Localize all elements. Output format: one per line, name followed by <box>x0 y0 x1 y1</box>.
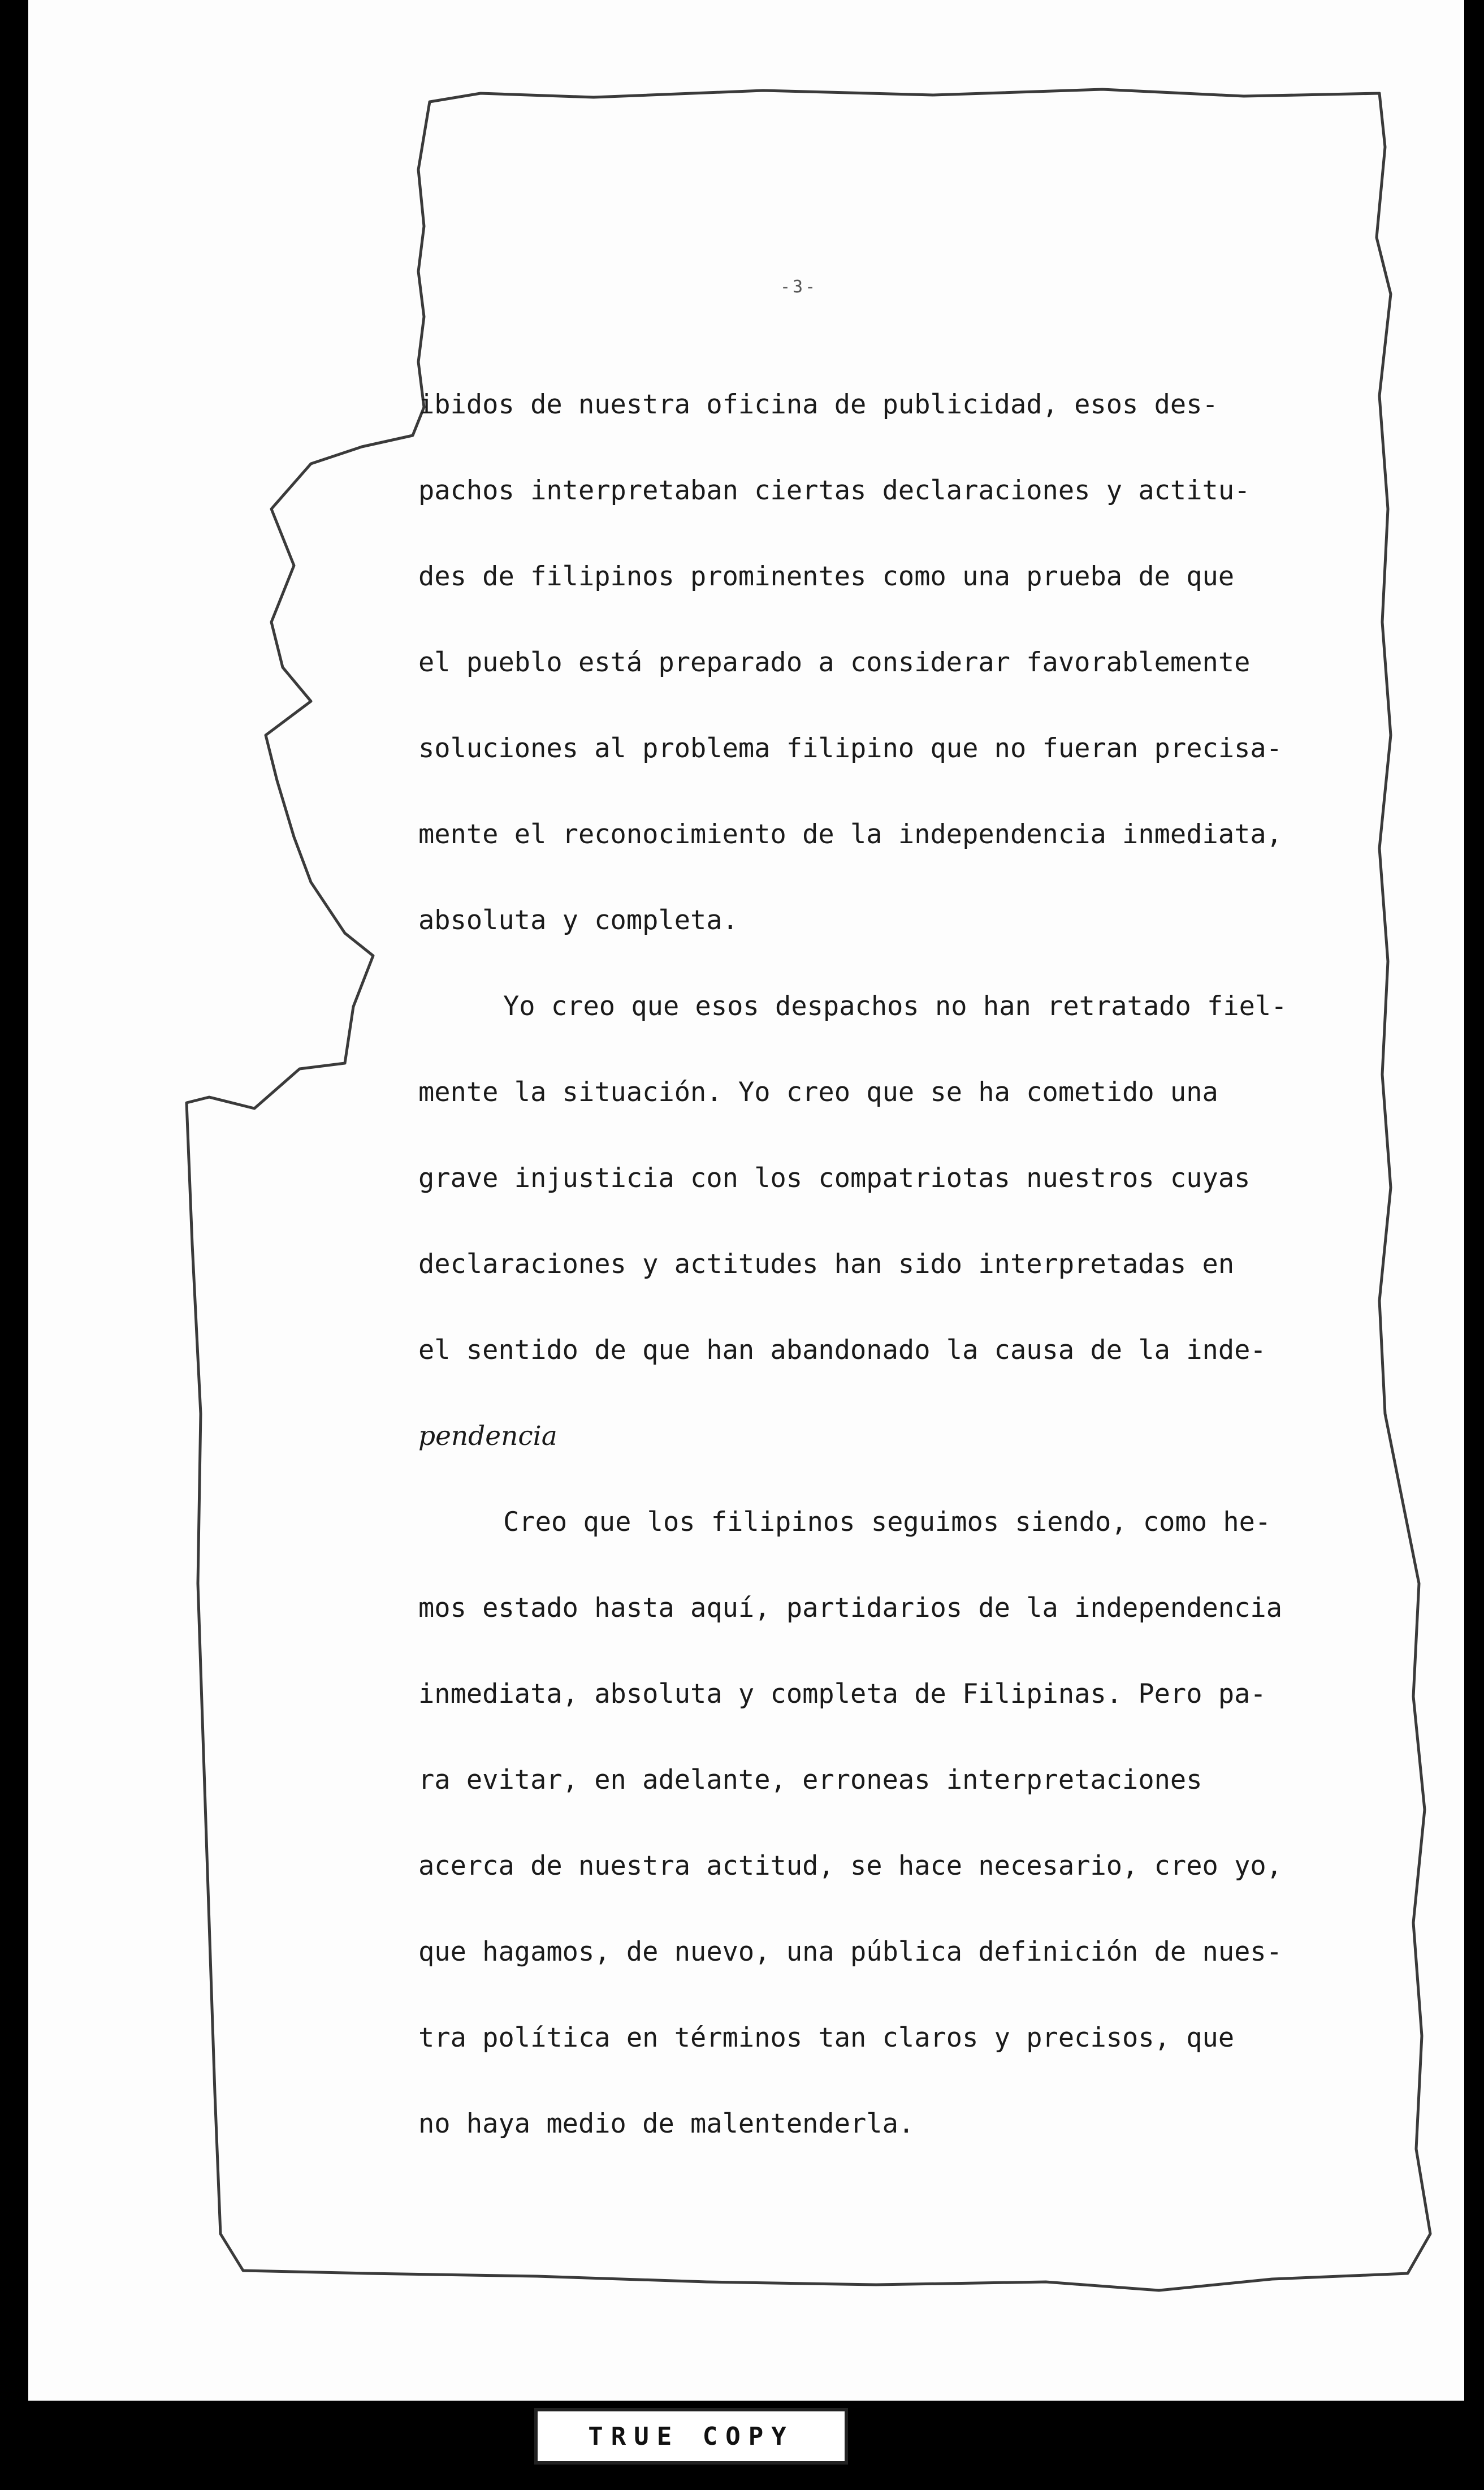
text-line: Yo creo que esos despachos no han retratado fiel- <box>503 991 1287 1022</box>
text-line: absoluta y completa. <box>418 905 738 936</box>
text-line: grave injusticia con los compatriotas nuestros cuyas <box>418 1163 1251 1194</box>
text-line: mente la situación. Yo creo que se ha cometido una <box>418 1077 1218 1108</box>
text-line: mente el reconocimiento de la independencia inmediata, <box>418 819 1283 850</box>
text-line: pachos interpretaban ciertas declaraciones y actitu- <box>418 475 1251 506</box>
paragraph <box>418 1479 1368 2167</box>
text-line: ibidos de nuestra oficina de publicidad, esos des- <box>418 389 1218 420</box>
text-line: des de filipinos prominentes como una prueba de que <box>418 561 1235 592</box>
text-line: el pueblo está preparado a considerar favorablemente <box>418 647 1251 678</box>
page-number-mark: -3- <box>780 277 818 297</box>
text-line: Creo que los filipinos seguimos siendo, como he- <box>503 1507 1271 1538</box>
letter-body <box>418 362 1368 2167</box>
paragraph <box>418 362 1368 964</box>
text-line: no haya medio de malentenderla. <box>418 2108 915 2139</box>
document-sheet <box>28 0 1464 2401</box>
text-line: declaraciones y actitudes han sido interpretadas en <box>418 1249 1235 1280</box>
text-line: acerca de nuestra actitud, se hace necesario, creo yo, <box>418 1850 1283 1881</box>
text-line: tra política en términos tan claros y precisos, que <box>418 2022 1235 2053</box>
text-line: ra evitar, en adelante, erroneas interpretaciones <box>418 1764 1202 1796</box>
text-line: pendencia <box>418 1421 557 1452</box>
text-line: que hagamos, de nuevo, una pública definición de nues- <box>418 1936 1283 1967</box>
text-line: soluciones al problema filipino que no fueran precisa- <box>418 733 1283 764</box>
text-line: inmediata, absoluta y completa de Filipinas. Pero pa- <box>418 1678 1266 1710</box>
paragraph <box>418 964 1368 1479</box>
true-copy-stamp: TRUE COPY <box>534 2408 848 2465</box>
text-line: el sentido de que han abandonado la causa de la inde- <box>418 1335 1266 1366</box>
text-line: mos estado hasta aquí, partidarios de la independencia <box>418 1593 1283 1624</box>
